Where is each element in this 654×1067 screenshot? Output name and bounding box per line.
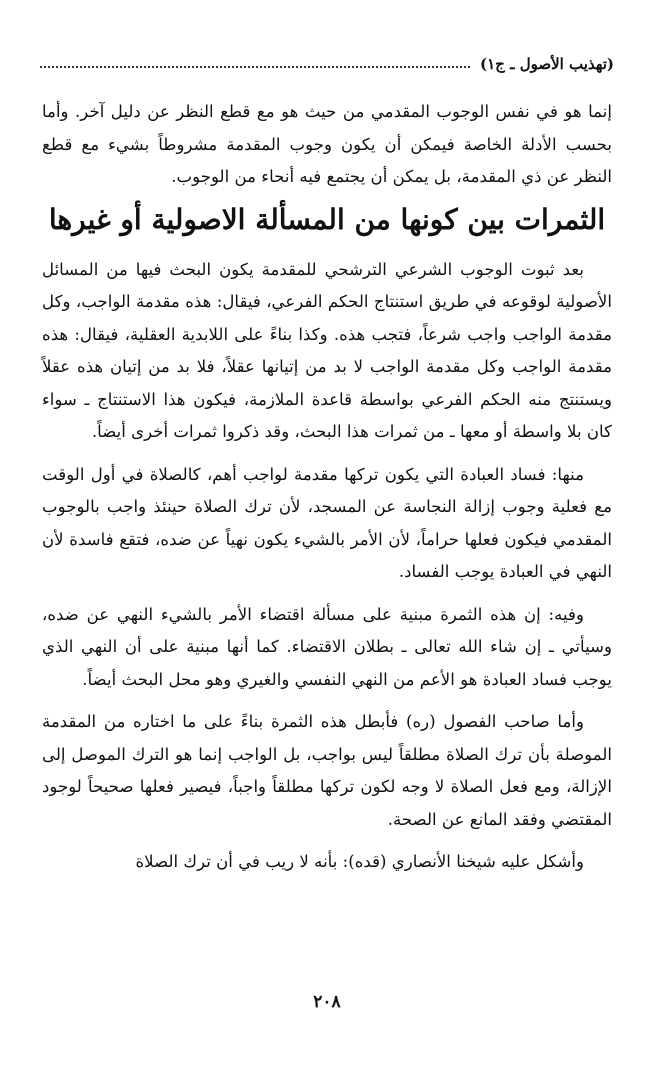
paragraph-continuation: إنما هو في نفس الوجوب المقدمي من حيث هو مع قطع النظر عن دليل آخر. وأما بحسب الأدلة الخاصة فيمكن أن يكون وجوب المقدمة مشروطاً بشيء مع قطع النظر عن ذي المقدمة، بل يمكن أن يجتمع فيه أنحاء من الوجوب. [42, 102, 612, 186]
page-body [42, 96, 612, 889]
paragraph: وفيه: إن هذه الثمرة مبنية على مسألة اقتضاء الأمر بالشيء النهي عن ضده، وسيأتي ـ إن شاء الله تعالى ـ بطلان الاقتضاء. كما أنها مبنية على أن النهي الذي يوجب فساد العبادة هو الأعم من النهي النفسي والغيري وهو محل البحث أيضاً. [42, 604, 612, 689]
paragraph: وأشكل عليه شيخنا الأنصاري (قده): بأنه لا ريب في أن ترك الصلاة [135, 852, 584, 871]
page-number: ٢٠٨ [313, 992, 341, 1012]
section-heading: الثمرات بين كونها من المسألة الاصولية أو غيرها [48, 202, 606, 236]
running-header [40, 52, 614, 76]
running-title: (تهذيب الأصول ـ ج١) [480, 55, 614, 73]
header-dotted-leader [40, 66, 470, 68]
paragraph: وأما صاحب الفصول (ره) فأبطل هذه الثمرة بناءً على ما اختاره من المقدمة الموصلة بأن ترك الصلاة مطلقاً ليس بواجب، بل الواجب إنما هو الترك الموصل إلى الإزالة، ومع فعل الصلاة لا وجه لكون تركها مطلقاً واجباً، فيصير فعلها صحيحاً لوجود المقتضي وفقد المانع عن الصحة. [42, 712, 612, 829]
paragraph: بعد ثبوت الوجوب الشرعي الترشحي للمقدمة يكون البحث فيها من المسائل الأصولية لوقوعه في طريق استنتاج الحكم الفرعي، فيقال: هذه مقدمة الواجب، وكل مقدمة الواجب واجب شرعاً، فتجب هذه. وكذا بناءً على اللابدية العقلية، فيقال: هذه مقدمة الواجب وكل مقدمة الواجب لا بد من إتيانها عقلاً، فلا بد من إتيان هذه عقلاً ويستنتج منه الحكم الفرعي بواسطة قاعدة الملازمة، فيكون هذا الاستنتاج ـ سواء كان بلا واسطة أو معها ـ من ثمرات هذا البحث، وقد ذكروا ثمرات أخرى أيضاً. [42, 259, 612, 441]
paragraph: منها: فساد العبادة التي يكون تركها مقدمة لواجب أهم، كالصلاة في أول الوقت مع فعلية وجوب إزالة النجاسة عن المسجد، لأن ترك الصلاة حينئذ واجب بالوجوب المقدمي فيكون فعلها حراماً، لأن الأمر بالشيء يكون نهياً عن ضده، فتقع فاسدة لأن النهي في العبادة يوجب الفساد. [42, 464, 612, 581]
